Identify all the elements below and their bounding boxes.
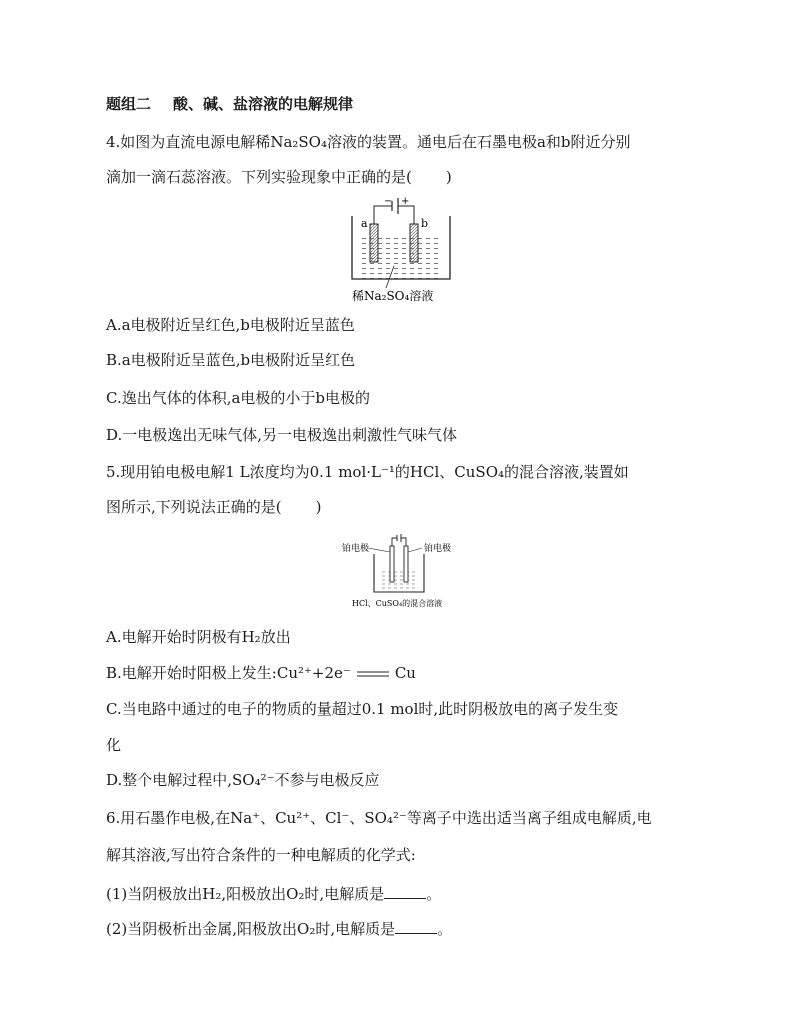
q5-option-d: D.整个电解过程中,SO₄²⁻不参与电极反应 xyxy=(106,771,380,789)
q4-electrode-b xyxy=(410,224,418,262)
q5-leader-left xyxy=(368,548,390,552)
q4-stem-text: 滴加一滴石蕊溶液。下列实验现象中正确的是( xyxy=(106,168,412,186)
q6-stem-line2: 解其溶液,写出符合条件的一种电解质的化学式: xyxy=(106,846,416,864)
q5-equals-sign xyxy=(357,670,389,678)
q4-label-a: a xyxy=(361,217,368,230)
q6-sub1-answer-blank[interactable] xyxy=(384,886,426,899)
q4-plus-sign: + xyxy=(401,196,410,207)
q6-sub2-end: 。 xyxy=(437,920,453,938)
q4-option-b: B.a电极附近呈蓝色,b电极附近呈红色 xyxy=(106,351,356,369)
q6-sub2-text: (2)当阴极析出金属,阳极放出O₂时,电解质是 xyxy=(106,920,396,938)
q5-option-b-equation: B.电解开始时阳极上发生:Cu²⁺+2e⁻ xyxy=(106,664,351,682)
q6-sub1-end: 。 xyxy=(426,885,442,903)
q6-stem-line1: 6.用石墨作电极,在Na⁺、Cu²⁺、Cl⁻、SO₄²⁻等离子中选出适当离子组成电解质,电 xyxy=(106,809,652,827)
q5-leader-right xyxy=(408,548,422,552)
q5-wire-right xyxy=(401,538,406,546)
q4-wire-right xyxy=(398,206,414,224)
q5-stem-line2 xyxy=(106,497,321,517)
q5-stem-line1: 5.现用铂电极电解1 L浓度均为0.1 mol·L⁻¹的HCl、CuSO₄的混合溶液,装置如 xyxy=(106,463,629,481)
q6-sub2 xyxy=(106,919,452,939)
q4-option-d: D.一电极逸出无味气体,另一电极逸出刺激性气味气体 xyxy=(106,426,458,444)
q5-stem-close-paren: ) xyxy=(315,498,322,516)
q5-stem-text: 图所示,下列说法正确的是( xyxy=(106,498,282,516)
q4-electrode-a xyxy=(370,224,378,262)
q5-right-label: 铂电极 xyxy=(424,544,452,554)
q5-solution xyxy=(380,570,418,592)
q6-sub1-text: (1)当阴极放出H₂,阳极放出O₂时,电解质是 xyxy=(106,885,385,903)
q4-label-b: b xyxy=(421,217,429,230)
q6-sub1 xyxy=(106,884,441,904)
q5-option-a: A.电解开始时阴极有H₂放出 xyxy=(106,628,291,646)
q4-minus-sign: − xyxy=(384,196,393,207)
q4-stem-close-paren: ) xyxy=(445,168,452,186)
q4-option-c: C.逸出气体的体积,a电极的小于b电极的 xyxy=(106,389,371,407)
q4-stem-line2 xyxy=(106,167,452,187)
q4-stem-line1: 4.如图为直流电源电解稀Na₂SO₄溶液的装置。通电后在石墨电极a和b附近分别 xyxy=(106,133,631,151)
q5-electrolysis-figure xyxy=(340,534,460,610)
q5-option-b xyxy=(106,663,416,683)
q5-electrode-left xyxy=(390,546,394,582)
q5-wire-left xyxy=(392,538,397,546)
heading-group: 题组二 xyxy=(106,95,152,113)
q4-wire-left xyxy=(374,206,392,224)
q5-caption: HCl、CuSO₄的混合溶液 xyxy=(352,599,443,608)
heading-topic: 酸、碱、盐溶液的电解规律 xyxy=(173,95,354,113)
q5-option-c-line1: C.当电路中通过的电子的物质的量超过0.1 mol时,此时阴极放电的离子发生变 xyxy=(106,700,619,718)
q4-caption: 稀Na₂SO₄溶液 xyxy=(352,289,434,303)
q4-option-a: A.a电极附近呈红色,b电极附近呈蓝色 xyxy=(106,316,355,334)
section-heading xyxy=(106,94,353,114)
q5-option-c-line2: 化 xyxy=(106,736,122,754)
q5-electrode-right xyxy=(404,546,408,582)
q4-electrolysis-figure xyxy=(346,196,456,304)
q5-option-b-product: Cu xyxy=(394,664,416,682)
q6-sub2-answer-blank[interactable] xyxy=(395,921,437,934)
q5-left-label: 铂电极 xyxy=(342,544,370,554)
